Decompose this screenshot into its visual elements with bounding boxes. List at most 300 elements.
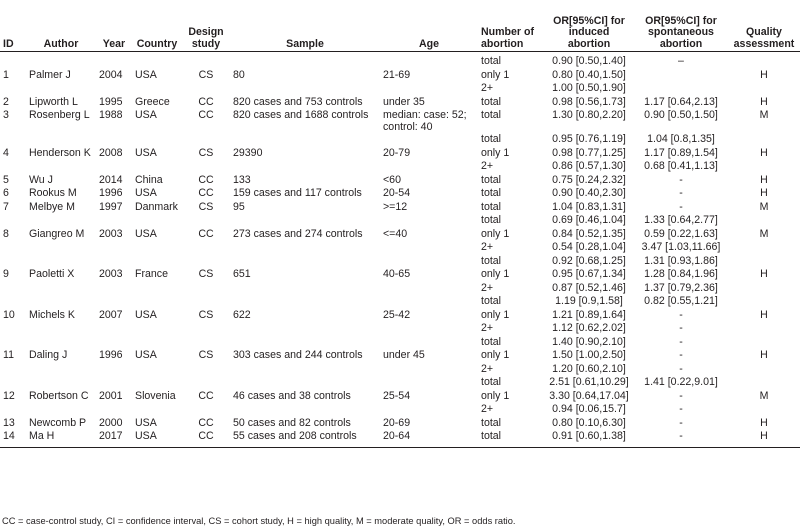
table-row (0, 174, 800, 188)
cell-age: 20-79 (383, 146, 411, 159)
cell-or-spontaneous: 0.82 [0.55,1.21] (644, 295, 718, 307)
table-row (0, 160, 800, 174)
cell-or-spontaneous: 1.28 [0.84,1.96] (644, 268, 718, 280)
cell-design-study: CS (198, 268, 214, 280)
cell-id: 9 (3, 268, 9, 280)
cell-country (132, 363, 182, 377)
cell-quality-assessment: H (760, 308, 768, 321)
cell-author: Palmer J (29, 68, 71, 81)
cell-number-of-abortion: total (481, 187, 502, 199)
cell-design-study: CS (198, 146, 214, 159)
cell-author (26, 214, 96, 228)
cell-quality-assessment (728, 82, 800, 96)
cell-author (26, 363, 96, 377)
cell-number-of-abortion: 2+ (481, 322, 494, 334)
cell-year (96, 82, 132, 96)
cell-country: France (135, 268, 168, 280)
cell-author: Rosenberg L (29, 109, 90, 121)
cell-number-of-abortion: total (481, 95, 502, 108)
cell-id (0, 214, 26, 228)
table-row (0, 417, 800, 431)
cell-design-study (182, 82, 230, 96)
table-row (0, 147, 800, 161)
cell-country: USA (135, 416, 157, 429)
header-author: Author (26, 0, 96, 52)
cell-sample (230, 214, 380, 228)
cell-sample: 820 cases and 753 controls (233, 95, 363, 108)
cell-year: 1995 (99, 95, 123, 108)
cell-sample: 303 cases and 244 controls (233, 349, 363, 361)
cell-or-induced: 0.90 [0.50,1.40] (552, 55, 626, 67)
cell-year (96, 255, 132, 269)
cell-author: Daling J (29, 349, 68, 361)
cell-number-of-abortion: 2+ (481, 281, 494, 294)
cell-number-of-abortion: only 1 (481, 68, 510, 81)
cell-sample (230, 241, 380, 255)
cell-year (96, 214, 132, 228)
cell-quality-assessment (728, 133, 800, 147)
cell-age (380, 241, 478, 255)
cell-or-spontaneous: - (634, 430, 728, 447)
cell-number-of-abortion: 2+ (481, 82, 494, 94)
table-row (0, 363, 800, 377)
cell-number-of-abortion: total (481, 416, 502, 429)
cell-author (26, 295, 96, 309)
cell-number-of-abortion: total (481, 200, 502, 213)
cell-sample (230, 160, 380, 174)
cell-or-spontaneous: 3.47 [1.03,11.66] (641, 241, 721, 253)
cell-age: <60 (383, 173, 401, 186)
cell-author (26, 82, 96, 96)
cell-design-study: CC (198, 109, 214, 121)
cell-id (0, 403, 26, 417)
cell-age (380, 82, 478, 96)
cell-country (132, 133, 182, 147)
cell-age: 40-65 (383, 268, 411, 280)
table-row (0, 228, 800, 242)
cell-country (132, 160, 182, 174)
cell-or-induced: 0.90 [0.40,2.30] (552, 187, 626, 199)
cell-or-spontaneous: - (679, 335, 683, 348)
cell-or-induced: 0.95 [0.76,1.19] (552, 133, 626, 145)
cell-or-induced: 3.30 [0.64,17.04] (549, 389, 629, 402)
cell-or-induced: 0.80 [0.10,6.30] (552, 416, 626, 429)
cell-or-spontaneous: - (679, 403, 683, 415)
cell-or-spontaneous: - (679, 187, 683, 199)
cell-or-spontaneous: 0.59 [0.22,1.63] (644, 227, 718, 240)
cell-year: 2017 (96, 430, 132, 447)
cell-number-of-abortion: 2+ (481, 403, 494, 415)
cell-number-of-abortion: total (481, 254, 502, 267)
cell-age (380, 214, 478, 228)
cell-country (132, 322, 182, 336)
cell-sample (230, 295, 380, 309)
cell-country: USA (132, 430, 182, 447)
cell-age (380, 376, 478, 390)
cell-year: 2003 (99, 268, 123, 280)
cell-author: Ma H (26, 430, 96, 447)
cell-design-study: CS (198, 349, 214, 361)
cell-or-spontaneous: 1.33 [0.64,2.77] (644, 214, 718, 226)
cell-quality-assessment: H (728, 430, 800, 447)
cell-year: 1996 (99, 349, 123, 361)
cell-sample (230, 255, 380, 269)
cell-or-induced: 0.69 [0.46,1.04] (552, 214, 626, 226)
cell-quality-assessment: H (760, 146, 768, 159)
table-row (0, 201, 800, 215)
cell-design-study: CC (198, 389, 214, 402)
header-country: Country (132, 0, 182, 52)
cell-or-induced: 0.84 [0.52,1.35] (552, 227, 626, 240)
cell-id: 10 (3, 308, 15, 321)
cell-or-spontaneous: - (679, 389, 683, 402)
cell-age: <=40 (383, 227, 408, 240)
cell-id: 4 (3, 146, 9, 159)
cell-number-of-abortion: only 1 (481, 308, 510, 321)
cell-sample: 159 cases and 117 controls (233, 187, 362, 199)
header-sample: Sample (230, 0, 380, 52)
cell-id (0, 295, 26, 309)
cell-design-study (182, 295, 230, 309)
cell-quality-assessment: H (760, 268, 768, 280)
cell-or-spontaneous: 1.41 [0.22,9.01] (644, 376, 718, 388)
header-id: ID (0, 0, 26, 52)
cell-design-study: CC (182, 430, 230, 447)
cell-quality-assessment: H (760, 173, 768, 186)
cell-sample (230, 282, 380, 296)
cell-country (132, 241, 182, 255)
cell-country: USA (135, 227, 157, 240)
cell-sample: 55 cases and 208 controls (230, 430, 380, 447)
cell-or-spontaneous: 1.04 [0.8,1.35] (647, 133, 715, 145)
cell-number-of-abortion: total (481, 335, 502, 348)
cell-id: 2 (3, 95, 9, 108)
cell-sample (230, 52, 380, 69)
header-or-spontaneous: OR[95%CI] for spontaneous abortion (634, 0, 728, 52)
cell-year: 2008 (99, 146, 123, 159)
cell-or-induced: 0.94 [0.06,15.7] (552, 403, 626, 415)
cell-year (96, 241, 132, 255)
cell-year (96, 322, 132, 336)
cell-quality-assessment (728, 255, 800, 269)
cell-author: Michels K (29, 308, 75, 321)
header-or-induced: OR[95%CI] for induced abortion (544, 0, 634, 52)
cell-year: 2003 (99, 227, 123, 240)
table-row (0, 69, 800, 83)
cell-or-induced: 0.86 [0.57,1.30] (552, 160, 626, 172)
cell-year (96, 133, 132, 147)
cell-quality-assessment (728, 322, 800, 336)
cell-age (380, 322, 478, 336)
cell-sample: 46 cases and 38 controls (233, 389, 351, 402)
cell-id (0, 52, 26, 69)
cell-or-induced: 1.30 [0.80,2.20] (552, 109, 626, 121)
cell-author: Melbye M (29, 200, 75, 213)
cell-year (96, 376, 132, 390)
table-footnote: CC = case-control study, CI = confidence interval, CS = cohort study, H = high quality, M = moderate quality, OR = odds ratio. (2, 516, 516, 526)
cell-or-spontaneous: 1.17 [0.64,2.13] (644, 95, 718, 108)
cell-age (380, 403, 478, 417)
cell-id (0, 376, 26, 390)
cell-id (0, 282, 26, 296)
table-row (0, 322, 800, 336)
cell-age: >=12 (383, 200, 408, 213)
cell-number-of-abortion: 2+ (481, 241, 494, 253)
cell-country: USA (135, 187, 157, 199)
cell-age: under 45 (383, 349, 425, 361)
cell-sample (230, 403, 380, 417)
cell-country: Danmark (135, 200, 178, 213)
cell-or-induced: 1.19 [0.9,1.58] (555, 295, 623, 307)
cell-number-of-abortion: total (481, 55, 502, 67)
cell-id (0, 255, 26, 269)
cell-number-of-abortion: only 1 (481, 268, 510, 280)
cell-sample: 80 (233, 68, 245, 81)
cell-or-spontaneous: - (679, 173, 683, 186)
cell-or-induced: 0.95 [0.67,1.34] (552, 268, 626, 280)
cell-age: 20-54 (383, 187, 411, 199)
cell-number-of-abortion: total (481, 173, 502, 186)
table-row (0, 241, 800, 255)
table-row (0, 403, 800, 417)
cell-author: Henderson K (29, 146, 91, 159)
cell-or-induced: 2.51 [0.61,10.29] (549, 376, 629, 388)
cell-country (132, 336, 182, 350)
cell-author (26, 376, 96, 390)
cell-or-spontaneous: 0.68 [0.41,1.13] (644, 160, 718, 172)
cell-id: 13 (3, 416, 15, 429)
cell-design-study (182, 282, 230, 296)
cell-country (132, 82, 182, 96)
cell-sample: 622 (233, 308, 251, 321)
cell-age: 21-69 (383, 68, 411, 81)
cell-author (26, 241, 96, 255)
cell-year (96, 295, 132, 309)
header-quality-assessment: Quality assessment (728, 0, 800, 52)
cell-design-study: CC (198, 173, 214, 186)
cell-design-study (182, 403, 230, 417)
cell-sample: 651 (233, 268, 251, 280)
cell-author (26, 255, 96, 269)
table-row (0, 187, 800, 201)
cell-country: USA (135, 349, 157, 361)
cell-quality-assessment (728, 295, 800, 309)
cell-number-of-abortion: only 1 (481, 349, 510, 361)
cell-author (26, 52, 96, 69)
cell-age (380, 160, 478, 174)
cell-id (0, 241, 26, 255)
cell-quality-assessment (728, 376, 800, 390)
header-year: Year (96, 0, 132, 52)
cell-age: 20-64 (380, 430, 478, 447)
cell-design-study (182, 363, 230, 377)
table-row (0, 309, 800, 323)
cell-or-induced: 0.98 [0.56,1.73] (552, 95, 626, 108)
cell-sample (230, 376, 380, 390)
table-row (0, 255, 800, 269)
cell-sample: 273 cases and 274 controls (233, 227, 363, 240)
cell-design-study (182, 160, 230, 174)
cell-or-spontaneous: - (679, 416, 683, 429)
cell-author: Paoletti X (29, 268, 75, 280)
cell-year: 1988 (99, 109, 123, 121)
cell-design-study: CC (198, 187, 214, 199)
cell-sample (230, 336, 380, 350)
cell-year (96, 403, 132, 417)
table-row (0, 295, 800, 309)
table-row (0, 52, 800, 69)
cell-quality-assessment (728, 403, 800, 417)
cell-or-spontaneous: 1.17 [0.89,1.54] (644, 146, 718, 159)
cell-id (0, 363, 26, 377)
table-row (0, 133, 800, 147)
cell-sample: 133 (233, 173, 251, 186)
cell-country (132, 295, 182, 309)
cell-number-of-abortion: total (481, 133, 502, 145)
cell-sample (230, 363, 380, 377)
cell-quality-assessment (728, 160, 800, 174)
cell-quality-assessment: M (759, 109, 769, 121)
table-row (0, 390, 800, 404)
table-body (0, 52, 800, 448)
cell-year (96, 336, 132, 350)
cell-country (132, 403, 182, 417)
cell-or-induced: 0.92 [0.68,1.25] (552, 254, 626, 267)
cell-id: 8 (3, 227, 9, 240)
cell-sample (230, 82, 380, 96)
cell-author (26, 336, 96, 350)
table-header-row (0, 0, 800, 52)
cell-number-of-abortion: only 1 (481, 227, 510, 240)
cell-age (380, 282, 478, 296)
cell-quality-assessment (728, 214, 800, 228)
cell-or-induced: 1.00 [0.50,1.90] (552, 82, 626, 94)
cell-or-spontaneous: - (679, 362, 683, 375)
cell-number-of-abortion: total (478, 430, 544, 447)
header-age: Age (380, 0, 478, 52)
cell-age (380, 255, 478, 269)
cell-sample (230, 322, 380, 336)
cell-number-of-abortion: only 1 (481, 146, 510, 159)
cell-design-study: CS (198, 200, 214, 213)
cell-or-induced: 1.50 [1.00,2.50] (552, 349, 626, 361)
cell-id (0, 322, 26, 336)
cell-quality-assessment: H (760, 68, 768, 81)
cell-author (26, 403, 96, 417)
cell-design-study: CC (198, 416, 214, 429)
cell-or-spontaneous: – (678, 55, 684, 67)
cell-number-of-abortion: total (481, 214, 502, 226)
cell-id (0, 336, 26, 350)
cell-or-induced: 1.12 [0.62,2.02] (552, 322, 626, 334)
cell-quality-assessment (728, 241, 800, 255)
cell-id (0, 160, 26, 174)
cell-id (0, 133, 26, 147)
table-row (0, 376, 800, 390)
cell-country (132, 255, 182, 269)
cell-or-spontaneous: - (679, 349, 683, 361)
cell-design-study: CS (198, 308, 214, 321)
cell-year: 1997 (99, 200, 123, 213)
cell-sample: 95 (233, 200, 245, 213)
cell-or-induced: 1.20 [0.60,2.10] (552, 362, 626, 375)
cell-country: USA (135, 109, 157, 121)
cell-author: Wu J (29, 173, 53, 186)
cell-or-induced: 1.04 [0.83,1.31] (552, 200, 626, 213)
cell-or-spontaneous: - (679, 200, 683, 213)
cell-age (380, 363, 478, 377)
cell-id: 11 (3, 349, 14, 361)
cell-design-study (182, 322, 230, 336)
cell-design-study: CC (198, 95, 214, 108)
cell-year: 2007 (99, 308, 123, 321)
cell-author: Robertson C (29, 389, 89, 402)
table-row (0, 349, 800, 363)
cell-design-study: CC (198, 227, 214, 240)
cell-author (26, 282, 96, 296)
cell-id: 14 (0, 430, 26, 447)
cell-or-spontaneous: 0.90 [0.50,1.50] (644, 109, 718, 121)
cell-quality-assessment: H (760, 349, 768, 361)
cell-id: 1 (3, 68, 9, 81)
cell-number-of-abortion: 2+ (481, 160, 494, 172)
cell-design-study (182, 255, 230, 269)
table-row (0, 336, 800, 350)
cell-id: 5 (3, 173, 9, 186)
table-row (0, 109, 800, 133)
cell-year: 1996 (99, 187, 123, 199)
table-row (0, 282, 800, 296)
cell-or-induced: 1.21 [0.89,1.64] (552, 308, 626, 321)
cell-id: 3 (3, 109, 9, 121)
cell-country (132, 52, 182, 69)
cell-year (96, 363, 132, 377)
cell-or-induced: 1.40 [0.90,2.10] (552, 335, 626, 348)
cell-year: 2014 (99, 173, 123, 186)
cell-design-study: CS (198, 68, 214, 81)
cell-number-of-abortion: total (481, 109, 502, 121)
cell-number-of-abortion: total (481, 295, 502, 307)
header-design-study: Design study (182, 0, 230, 52)
cell-sample: 820 cases and 1688 controls (233, 109, 369, 121)
cell-age: 25-42 (383, 308, 411, 321)
cell-id: 6 (3, 187, 9, 199)
cell-country: USA (135, 146, 157, 159)
cell-age (380, 52, 478, 69)
cell-age (380, 295, 478, 309)
cell-country: Greece (135, 95, 170, 108)
cell-or-spontaneous: 1.31 [0.93,1.86] (644, 254, 718, 267)
cell-country: Slovenia (135, 389, 176, 402)
table-row (0, 96, 800, 110)
cell-id: 7 (3, 200, 9, 213)
table-row (0, 82, 800, 96)
cell-year: 2001 (99, 389, 123, 402)
cell-quality-assessment: M (759, 200, 769, 213)
cell-or-spontaneous (634, 69, 728, 83)
cell-age (380, 133, 478, 147)
cell-age: 25-54 (383, 389, 411, 402)
cell-quality-assessment (728, 52, 800, 69)
cell-sample (230, 133, 380, 147)
cell-author: Lipworth L (29, 95, 78, 108)
cell-or-spontaneous (634, 82, 728, 96)
cell-design-study (182, 214, 230, 228)
cell-or-induced: 0.98 [0.77,1.25] (552, 146, 626, 159)
cell-author (26, 133, 96, 147)
cell-author: Giangreo M (29, 227, 85, 240)
cell-quality-assessment (728, 363, 800, 377)
